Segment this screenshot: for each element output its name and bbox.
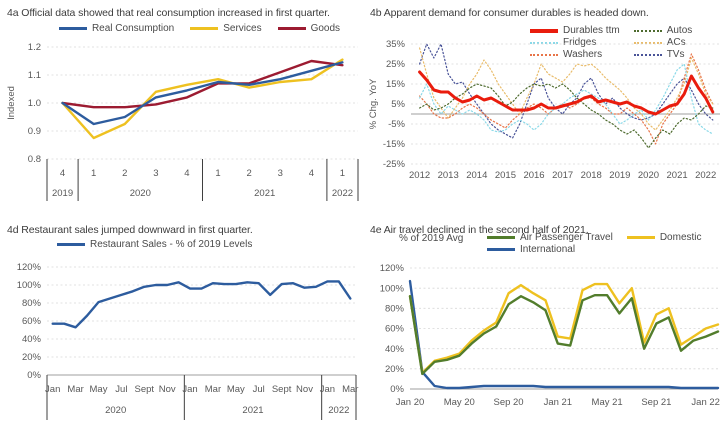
- x-tick-label: Jan 22: [691, 397, 720, 408]
- y-tick-label: 15%: [385, 79, 405, 91]
- quarter-tick-label: 3: [277, 168, 283, 179]
- month-tick-label: May: [89, 384, 108, 395]
- chart-4b-plot: [363, 0, 727, 213]
- x-tick-label: 2021: [666, 170, 688, 181]
- quarter-tick-label: 2: [122, 168, 128, 179]
- y-tick-label: -15%: [382, 139, 405, 151]
- series-services: [63, 60, 343, 138]
- series-goods: [63, 61, 343, 107]
- quarter-tick-label: 3: [153, 168, 159, 179]
- chart-4b-panel: [363, 0, 727, 213]
- y-tick-label: 20%: [21, 352, 41, 364]
- y-tick-label: 25%: [385, 59, 405, 71]
- legend-label: Services: [223, 23, 262, 34]
- chart-4e-axis-unit-label: % of 2019 Avg: [399, 233, 464, 244]
- chart-4d-panel: [0, 213, 363, 427]
- y-tick-label: 1.2: [27, 42, 41, 54]
- y-tick-label: 100%: [379, 283, 404, 295]
- quarter-tick-label: 1: [339, 168, 346, 179]
- chart-4e-plot: [363, 213, 727, 427]
- legend-label: Durables ttm: [563, 25, 620, 36]
- chart-4e-title: 4e Air travel declined in the second half of 2021.: [370, 224, 589, 236]
- y-axis-title: Indexed: [6, 86, 17, 120]
- month-tick-label: Nov: [158, 384, 176, 395]
- x-tick-label: 2018: [580, 170, 602, 181]
- month-tick-label: Mar: [67, 384, 84, 395]
- month-tick-label: Jul: [252, 384, 265, 395]
- series-restaurant-sales-of-2019-levels: [53, 281, 351, 327]
- month-tick-label: Jan: [319, 384, 336, 395]
- series-autos: [420, 84, 713, 148]
- y-tick-label: 80%: [21, 298, 41, 310]
- y-tick-label: -25%: [382, 159, 405, 171]
- x-tick-label: Jan 20: [395, 397, 425, 408]
- chart-4a-plot: [0, 0, 363, 213]
- month-tick-label: May: [226, 384, 245, 395]
- quarter-tick-label: 4: [59, 168, 66, 179]
- y-tick-label: 5%: [391, 99, 405, 111]
- x-tick-label: Jan 21: [543, 397, 573, 408]
- y-tick-label: 40%: [21, 334, 41, 346]
- legend-label: Restaurant Sales - % of 2019 Levels: [90, 239, 253, 250]
- legend-label: Fridges: [563, 37, 597, 48]
- series-international: [410, 281, 718, 388]
- y-tick-label: 120%: [379, 263, 404, 275]
- legend-label: Real Consumption: [91, 23, 175, 34]
- month-tick-label: Mar: [204, 384, 222, 395]
- legend-label: Domestic: [659, 232, 702, 243]
- x-tick-label: 2015: [494, 170, 516, 181]
- legend-label: Goods: [310, 23, 341, 34]
- year-tick-label: 2022: [328, 405, 350, 416]
- x-tick-label: 2022: [695, 170, 717, 181]
- year-tick-label: 2019: [51, 188, 74, 199]
- chart-4e-panel: [363, 213, 727, 427]
- series-real-consumption: [63, 62, 343, 124]
- x-tick-label: May 21: [591, 397, 623, 408]
- year-tick-label: 2020: [105, 405, 127, 416]
- month-tick-label: Mar: [342, 384, 359, 395]
- y-tick-label: 40%: [384, 343, 404, 355]
- y-tick-label: 60%: [21, 316, 41, 328]
- y-tick-label: 0.9: [27, 126, 41, 138]
- y-tick-label: 20%: [384, 364, 404, 376]
- y-tick-label: 0.8: [27, 154, 41, 166]
- y-tick-label: 60%: [384, 323, 404, 335]
- y-tick-label: -5%: [388, 119, 405, 131]
- chart-4a-title: 4a Official data showed that real consumption increased in first quarter.: [7, 7, 330, 19]
- legend-label: Autos: [666, 25, 693, 36]
- series-fridges: [420, 64, 713, 134]
- chart-4a-panel: [0, 0, 363, 213]
- x-tick-label: 2019: [609, 170, 631, 181]
- x-tick-label: 2016: [523, 170, 545, 181]
- y-axis-title: % Chg. YoY: [368, 78, 379, 130]
- x-tick-label: 2017: [552, 170, 574, 181]
- month-tick-label: Jul: [115, 384, 128, 395]
- y-tick-label: 0%: [390, 384, 404, 396]
- chart-4d-title: 4d Restaurant sales jumped downward in first quarter.: [7, 224, 253, 236]
- month-tick-label: Jan: [182, 384, 198, 395]
- month-tick-label: Sept: [134, 384, 155, 395]
- y-tick-label: 0%: [27, 370, 41, 382]
- quarter-tick-label: 2: [246, 168, 252, 179]
- y-tick-label: 120%: [16, 262, 41, 274]
- series-washers: [420, 54, 713, 144]
- year-tick-label: 2021: [254, 188, 276, 199]
- quarter-tick-label: 1: [91, 168, 97, 179]
- legend-label: International: [520, 244, 576, 255]
- month-tick-label: Sept: [271, 384, 292, 395]
- x-tick-label: Sep 21: [641, 397, 672, 408]
- quarter-tick-label: 4: [184, 168, 190, 179]
- y-tick-label: 35%: [385, 39, 405, 51]
- legend-label: ACs: [666, 37, 686, 48]
- chart-4b-title: 4b Apparent demand for consumer durables is headed down.: [370, 7, 649, 19]
- month-tick-label: Jan: [45, 384, 61, 395]
- x-tick-label: 2012: [409, 170, 431, 181]
- year-tick-label: 2020: [129, 188, 151, 199]
- legend-label: TVs: [666, 49, 685, 60]
- x-tick-label: Sep 20: [493, 397, 524, 408]
- y-tick-label: 1.1: [27, 70, 41, 82]
- series-acs: [420, 48, 713, 130]
- series-air-passenger-travel: [410, 295, 718, 374]
- x-tick-label: 2020: [637, 170, 660, 181]
- y-tick-label: 100%: [16, 280, 41, 292]
- y-tick-label: 80%: [384, 303, 404, 315]
- x-tick-label: May 20: [443, 397, 475, 408]
- legend-label: Washers: [563, 49, 603, 60]
- quarter-tick-label: 4: [308, 168, 314, 179]
- x-tick-label: 2014: [466, 170, 488, 181]
- month-tick-label: Nov: [296, 384, 313, 395]
- quarter-tick-label: 1: [215, 168, 221, 179]
- year-tick-label: 2022: [331, 188, 354, 199]
- chart-4d-plot: [0, 213, 363, 427]
- x-tick-label: 2013: [437, 170, 459, 181]
- legend-label: Air Passenger Travel: [520, 232, 613, 243]
- year-tick-label: 2021: [242, 405, 264, 416]
- y-tick-label: 1.0: [27, 98, 41, 110]
